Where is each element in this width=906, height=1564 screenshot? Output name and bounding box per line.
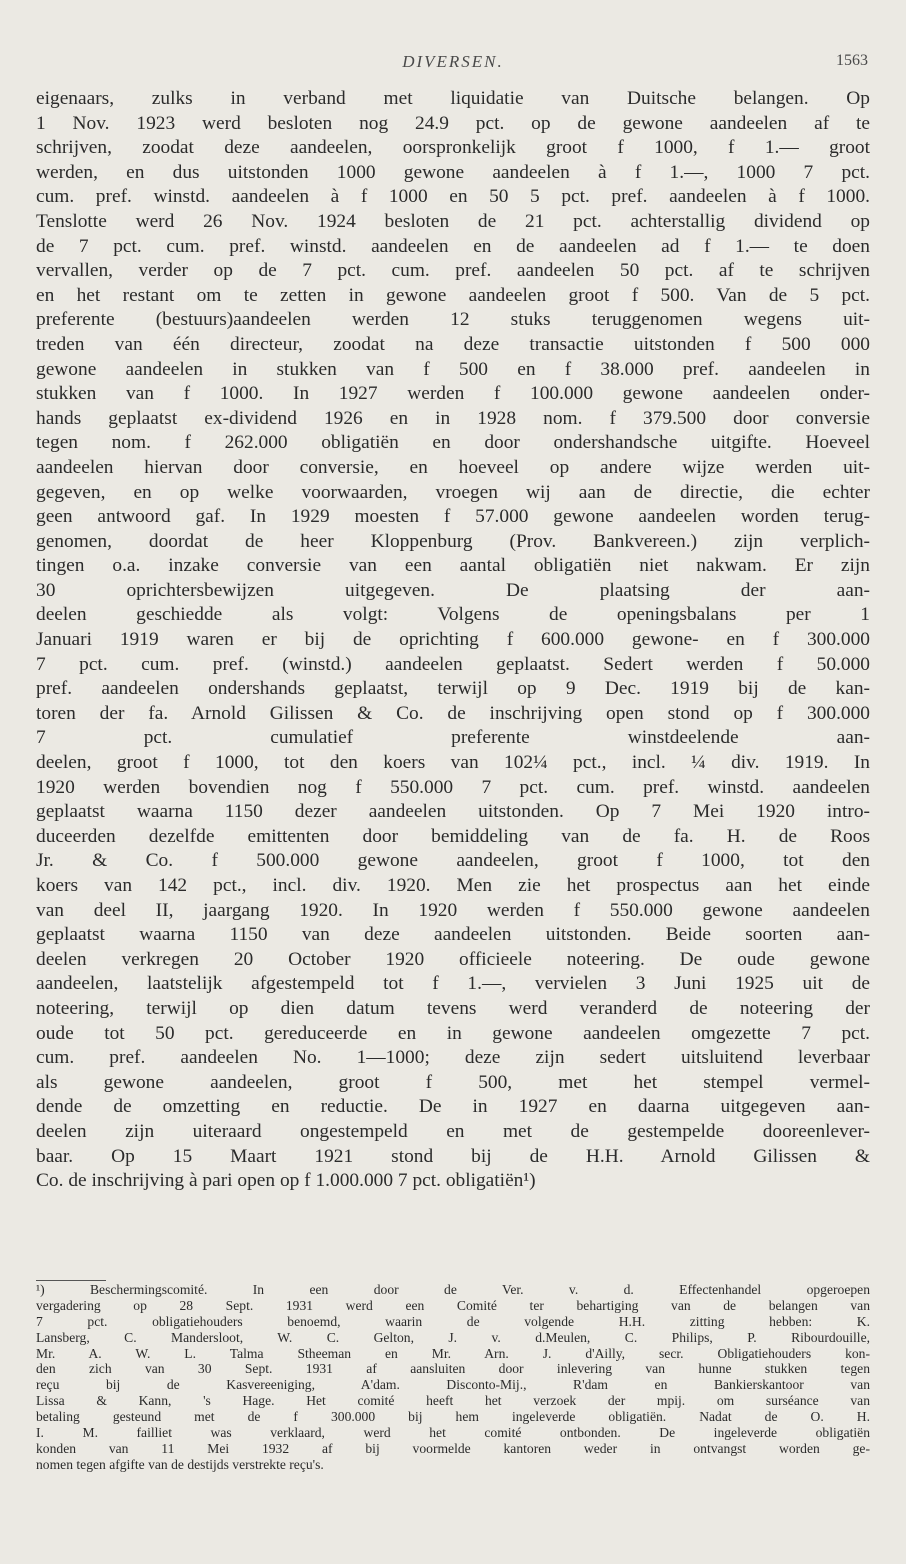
text-line: gewone aandeelen in stukken van f 500 en f 38.000 pref. aandeelen in — [36, 358, 870, 380]
text-line: vervallen, verder op de 7 pct. cum. pref. aandeelen 50 pct. af te schrijven — [36, 260, 870, 282]
text-line: 1920 werden bovendien nog f 550.000 7 pct. cum. pref. winstd. aandeelen — [36, 776, 870, 798]
footnote-line: reçu bij de Kasvereeniging, A'dam. Disconto-Mij., R'dam en Bankierskantoor van — [36, 1377, 870, 1393]
footnote-line: I. M. failliet was verklaard, werd het comité ontbonden. De ingeleverde obligatiën — [36, 1425, 870, 1441]
text-line: pref. aandeelen ondershands geplaatst, terwijl op 9 Dec. 1919 bij de kan- — [36, 678, 870, 700]
text-line: de 7 pct. cum. pref. winstd. aandeelen en de aandeelen ad f 1.— te doen — [36, 235, 870, 257]
text-line: 1 Nov. 1923 werd besloten nog 24.9 pct. op de gewone aandeelen af te — [36, 112, 870, 134]
text-line: Tenslotte werd 26 Nov. 1924 besloten de 21 pct. achterstallig dividend op — [36, 210, 870, 232]
text-line: werden, en dus uitstonden 1000 gewone aandeelen à f 1.—, 1000 7 pct. — [36, 161, 870, 183]
text-line: gegeven, en op welke voorwaarden, vroegen wij aan de directie, die echter — [36, 481, 870, 503]
text-line: stukken van f 1000. In 1927 werden f 100.000 gewone aandeelen onder- — [36, 383, 870, 405]
text-line: van deel II, jaargang 1920. In 1920 werden f 550.000 gewone aandeelen — [36, 899, 870, 921]
footnote-line: nomen tegen afgifte van de destijds verstrekte reçu's. — [36, 1456, 324, 1472]
text-line: en het restant om te zetten in gewone aandeelen groot f 500. Van de 5 pct. — [36, 284, 870, 306]
text-line: preferente (bestuurs)aandeelen werden 12 stuks teruggenomen wegens uit- — [36, 309, 870, 331]
footnote-rule — [36, 1280, 106, 1281]
text-line: dende de omzetting en reductie. De in 1927 en daarna uitgegeven aan- — [36, 1096, 870, 1118]
text-line: treden van één directeur, zoodat na deze transactie uitstonden f 500 000 — [36, 333, 870, 355]
text-line: schrijven, zoodat deze aandeelen, oorspronkelijk groot f 1000, f 1.— groot — [36, 137, 870, 159]
text-line: cum. pref. aandeelen No. 1—1000; deze zijn sedert uitsluitend leverbaar — [36, 1047, 870, 1069]
text-line: geen antwoord gaf. In 1929 moesten f 57.000 gewone aandeelen worden terug- — [36, 506, 870, 528]
footnote-line: 7 pct. obligatiehouders benoemd, waarin de volgende H.H. zitting hebben: K. — [36, 1313, 870, 1329]
text-line: baar. Op 15 Maart 1921 stond bij de H.H. Arnold Gilissen & — [36, 1145, 870, 1167]
text-line: geplaatst waarna 1150 dezer aandeelen uitstonden. Op 7 Mei 1920 intro- — [36, 801, 870, 823]
text-line: 7 pct. cum. pref. (winstd.) aandeelen geplaatst. Sedert werden f 50.000 — [36, 653, 870, 675]
footnote-line: Mr. A. W. L. Talma Stheeman en Mr. Arn. J. d'Ailly, secr. Obligatiehouders kon- — [36, 1345, 870, 1361]
body-text — [36, 87, 870, 1194]
running-title: DIVERSEN. — [402, 52, 504, 71]
footnote-line: konden van 11 Mei 1932 af bij voormelde kantoren weder in ontvangst worden ge- — [36, 1440, 870, 1456]
text-line: Januari 1919 waren er bij de oprichting f 600.000 gewone- en f 300.000 — [36, 629, 870, 651]
footnote — [36, 1282, 870, 1473]
footnote-line: vergadering op 28 Sept. 1931 werd een Comité ter behartiging van de belangen van — [36, 1297, 870, 1313]
text-line: deelen verkregen 20 October 1920 officieele noteering. De oude gewone — [36, 948, 870, 970]
text-line: Co. de inschrijving à pari open op f 1.000.000 7 pct. obligatiën¹) — [36, 1170, 536, 1192]
text-line: Jr. & Co. f 500.000 gewone aandeelen, groot f 1000, tot den — [36, 850, 870, 872]
text-line: 7 pct. cumulatief preferente winstdeelende aan- — [36, 727, 870, 749]
text-line: cum. pref. winstd. aandeelen à f 1000 en 50 5 pct. pref. aandeelen à f 1000. — [36, 186, 870, 208]
text-line: deelen zijn uiteraard ongestempeld en met de gestempelde dooreenlever- — [36, 1120, 870, 1142]
footnote-line: ¹) Beschermingscomité. In een door de Ver. v. d. Effectenhandel opgeroepen — [36, 1282, 870, 1297]
text-line: deelen, groot f 1000, tot den koers van 102¼ pct., incl. ¼ div. 1919. In — [36, 752, 870, 774]
text-line: tegen nom. f 262.000 obligatiën en door ondershandsche uitgifte. Hoeveel — [36, 432, 870, 454]
text-line: genomen, doordat de heer Kloppenburg (Prov. Bankvereen.) zijn verplich- — [36, 530, 870, 552]
text-line: duceerden dezelfde emittenten door bemiddeling van de fa. H. de Roos — [36, 825, 870, 847]
text-line: aandeelen hiervan door conversie, en hoeveel op andere wijze werden uit- — [36, 456, 870, 478]
text-line: aandeelen, laatstelijk afgestempeld tot f 1.—, vervielen 3 Juni 1925 uit de — [36, 973, 870, 995]
text-line: koers van 142 pct., incl. div. 1920. Men zie het prospectus aan het einde — [36, 875, 870, 896]
text-line: hands geplaatst ex-dividend 1926 en in 1928 nom. f 379.500 door conversie — [36, 407, 870, 429]
text-line: oude tot 50 pct. gereduceerde en in gewone aandeelen omgezette 7 pct. — [36, 1022, 870, 1044]
text-line: als gewone aandeelen, groot f 500, met het stempel vermel- — [36, 1071, 870, 1093]
text-line: eigenaars, zulks in verband met liquidatie van Duitsche belangen. Op — [36, 88, 870, 109]
page-header — [36, 52, 870, 78]
text-line: noteering, terwijl op dien datum tevens werd veranderd de noteering der — [36, 997, 870, 1019]
page-number: 1563 — [836, 52, 868, 69]
text-line: deelen geschiedde als volgt: Volgens de openingsbalans per 1 — [36, 604, 870, 626]
text-line: geplaatst waarna 1150 van deze aandeelen uitstonden. Beide soorten aan- — [36, 924, 870, 946]
text-line: toren der fa. Arnold Gilissen & Co. de inschrijving open stond op f 300.000 — [36, 702, 870, 724]
text-line: 30 oprichtersbewijzen uitgegeven. De plaatsing der aan- — [36, 579, 870, 601]
footnote-line: Lissa & Kann, 's Hage. Het comité heeft het verzoek der mpij. om surséance van — [36, 1393, 870, 1409]
text-line: tingen o.a. inzake conversie van een aantal obligatiën niet nakwam. Er zijn — [36, 555, 870, 577]
footnote-line: den zich van 30 Sept. 1931 af aansluiten door inlevering van hunne stukken tegen — [36, 1361, 870, 1377]
footnote-line: betaling gesteund met de f 300.000 bij hem ingeleverde obligatiën. Nadat de O. H. — [36, 1409, 870, 1425]
footnote-line: Lansberg, C. Mandersloot, W. C. Gelton, J. v. d.Meulen, C. Philips, P. Ribourdouille, — [36, 1329, 870, 1345]
